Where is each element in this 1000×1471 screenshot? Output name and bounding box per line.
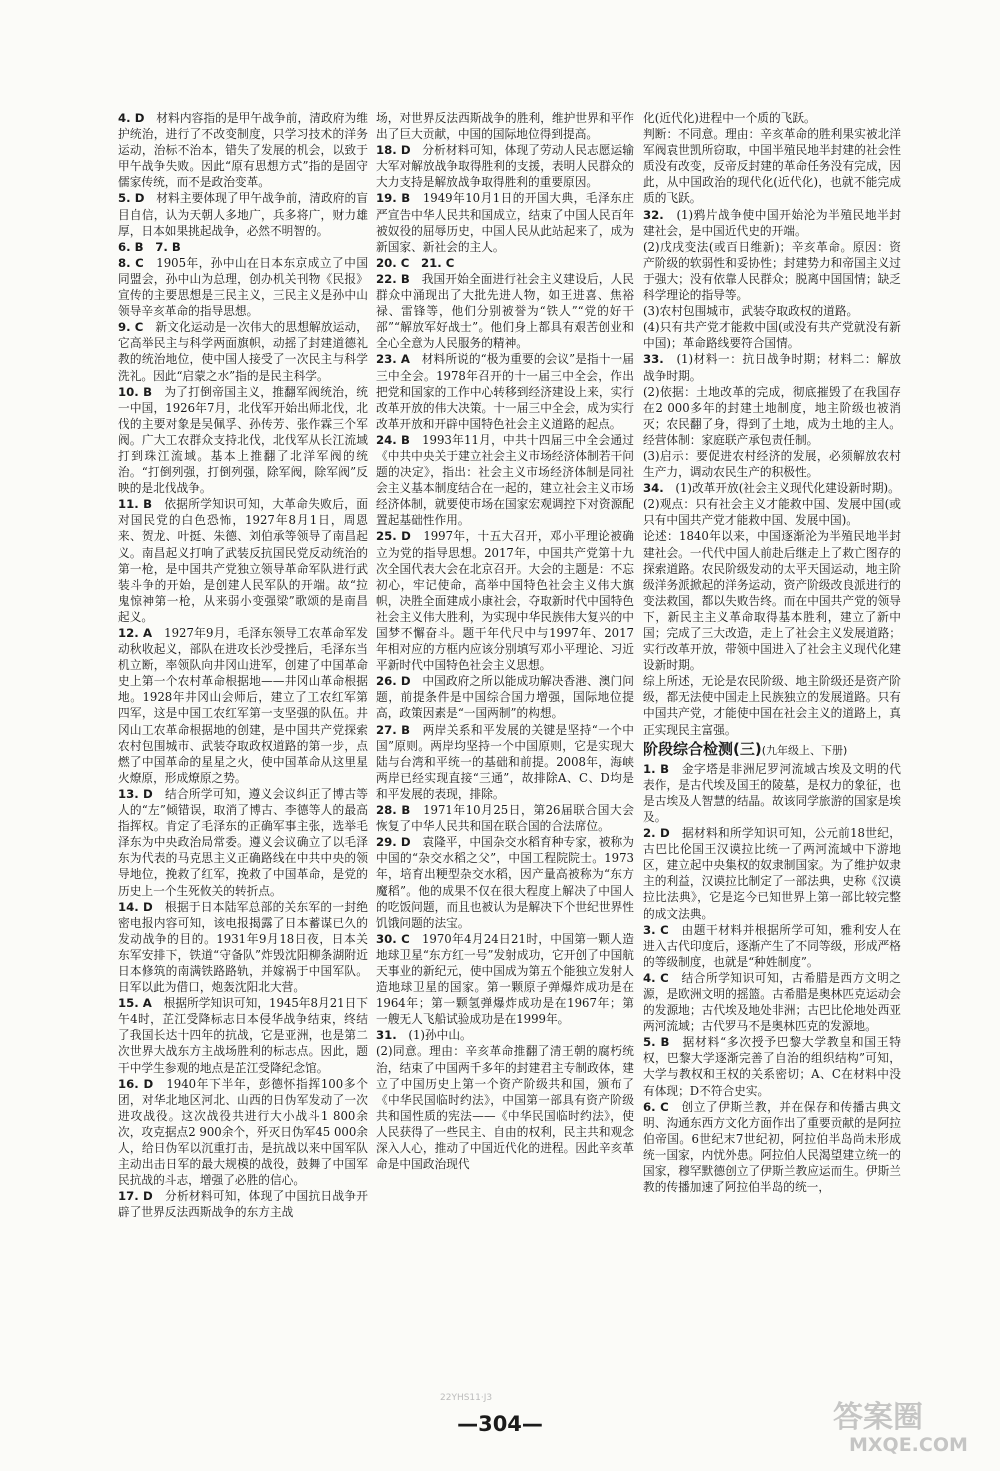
answer-item xyxy=(118,899,368,996)
answer-item xyxy=(643,239,901,303)
answer-number: 34. xyxy=(643,481,664,496)
page-number: —304— xyxy=(457,1412,543,1436)
answer-item xyxy=(376,110,634,142)
answer-number: 5. D xyxy=(118,191,145,206)
answer-explanation: 为了打倒帝国主义，推翻军阀统治，统一中国，1926年7月，北伐军开始出师北伐，北伐的主要对象是吴佩孚、孙传芳、张作霖三个军阀。广大工农群众支持北伐，北伐军从长江流域打到珠江流域。基本上推翻了北洋军阀的统治。“打倒列强，打倒列强，除军阀，除军阀”反映的是北伐战争。 xyxy=(118,384,368,496)
site-watermark-logo xyxy=(827,1387,982,1457)
answer-number: 19. B xyxy=(376,191,411,206)
answer-explanation: (2)依据：土地改革的完成，彻底摧毁了在我国存在2 000多年的封建土地制度，地主阶级也被消灭；农民翻了身，得到了土地，成为土地的主人。经营体制：家庭联产承包责任制。 xyxy=(643,384,901,447)
answer-item xyxy=(118,190,368,238)
answer-column-middle xyxy=(376,110,634,1410)
answer-item xyxy=(376,1027,634,1043)
answer-explanation: (2)同意。理由：辛亥革命推翻了清王朝的腐朽统治，结束了中国两千多年的封建君主专制政体，建立了中国历史上第一个资产阶级共和国，颁布了《中华民国临时约法》，中国第一部具有资产阶级共和国性质的宪法——《中华民国临时约法》，使人民获得了一些民主、自由的权利，民主共和观念深入人心，推动了中国近代化的进程。因此辛亥革命是中国政治现代 xyxy=(376,1044,634,1172)
answer-number: 4. C xyxy=(643,970,669,985)
answer-number: 8. C xyxy=(118,255,144,270)
answer-explanation: 判断：不同意。理由：辛亥革命的胜利果实被北洋军阀袁世凯所窃取，中国半殖民地半封建的社会性质没有改变，反帝反封建的革命任务没有完成，因此，从中国政治的现代化(近代化)，也就不能完成质的飞跃。 xyxy=(643,127,901,206)
answer-item xyxy=(643,384,901,448)
answer-explanation: 我国开始全面进行社会主义建设后，人民群众中涌现出了大批先进人物，如王进喜、焦裕禄、雷锋等，他们分别被誉为“铁人”“党的好干部”“解放军好战士”。他们身上都具有艰苦创业和全心全意为人民服务的精神。 xyxy=(376,271,634,351)
answer-column-left xyxy=(118,110,368,1410)
answer-number: 5. B xyxy=(643,1035,670,1050)
answer-item xyxy=(376,190,634,254)
answer-explanation: 化(近代化)进程中一个质的飞跃。 xyxy=(643,111,816,125)
answer-number: 3. C xyxy=(643,922,669,937)
answer-number: 23. A xyxy=(376,352,410,367)
answer-explanation: (1)材料一：抗日战争时期；材料二：解放战争时期。 xyxy=(643,352,901,383)
answer-item xyxy=(643,761,901,825)
answer-number: 13. D xyxy=(118,786,153,801)
answer-item xyxy=(118,625,368,786)
answer-item xyxy=(376,673,634,721)
answer-item xyxy=(118,496,368,625)
answer-explanation: 据材料“多次授予巴黎大学教皇和国王特权，巴黎大学逐渐完善了自治的组织结构”可知，大学与教权和王权的关系密切；A、C在材料中没有体现；D不符合史实。 xyxy=(643,1035,901,1098)
answer-item xyxy=(118,384,368,497)
answer-item xyxy=(643,126,901,206)
answer-explanation: 1949年10月1日的开国大典，毛泽东庄严宣告中华人民共和国成立，结束了中国人民百年被奴役的屈辱历史，中国人民从此站起来了，成为新国家、新社会的主人。 xyxy=(376,191,634,254)
answer-item xyxy=(118,1076,368,1189)
answer-number: 1. B xyxy=(643,761,670,776)
answer-explanation: 1927年9月，毛泽东领导工农革命军发动秋收起义，部队在进攻长沙受挫后，毛泽东当机立断，率领队向井冈山进军，创建了中国革命史上第一个农村革命根据地——井冈山革命根据地。1928年井冈山会师后，建立了工农红军第四军，这是中国工农红军第一支坚强的队伍。井冈山工农革命根据地的创建，是中国共产党探索农村包围城市、武装夺取政权道路的第一步，点燃了中国革命的星星之火，使中国革命从这里星火燎原，形成燎原之势。 xyxy=(118,626,368,785)
answer-item xyxy=(643,1099,901,1196)
answer-number: 29. D xyxy=(376,835,411,850)
answer-item xyxy=(643,480,901,496)
answer-number: 20. C 21. C xyxy=(376,255,455,270)
answer-item xyxy=(118,319,368,383)
answer-number: 33. xyxy=(643,352,664,367)
answer-number: 6. C xyxy=(643,1099,669,1114)
answer-explanation: (3)农村包围城市，武装夺取政权的道路。 xyxy=(643,304,859,319)
answer-number: 32. xyxy=(643,207,664,222)
answer-explanation: (4)只有共产党才能救中国(或没有共产党就没有新中国)；革命路线要符合国情。 xyxy=(643,320,901,351)
answer-explanation: (1)改革开放(社会主义现代化建设新时期)。 xyxy=(675,481,900,496)
answer-column-right xyxy=(643,110,901,1410)
answer-number: 25. D xyxy=(376,529,411,544)
answer-number: 9. C xyxy=(118,320,144,335)
answer-explanation: 材料所说的“极为重要的会议”是指十一届三中全会。1978年召开的十一届三中全会，作出把党和国家的工作中心转移到经济建设上来，实行改革开放的伟大决策。十一届三中全会，成为实行改革开放和开辟中国特色社会主义道路的起点。 xyxy=(376,352,634,431)
answer-explanation: (1)孙中山。 xyxy=(408,1028,472,1043)
answer-item xyxy=(118,110,368,190)
answer-explanation: 1970年4月24日21时，中国第一颗人造地球卫星“东方红一号”发射成功，它开创了中国航天事业的新纪元，使中国成为第五个能独立发射人造地球卫星的国家。第一颗原子弹爆炸成功是在1964年；第一颗氢弹爆炸成功是在1967年；第一艘无人飞船试验成功是在1999年。 xyxy=(376,931,634,1027)
answer-explanation: 金字塔是非洲尼罗河流域古埃及文明的代表作，是古代埃及国王的陵墓，是权力的象征，也是古埃及人智慧的结晶。故该同学旅游的国家是埃及。 xyxy=(643,761,901,824)
answer-number: 11. B xyxy=(118,497,152,512)
answer-explanation: 分析材料可知，体现了劳动人民志愿运输大军对解放战争取得胜利的支援，表明人民群众的大力支持是解放战争取得胜利的重要原因。 xyxy=(376,143,634,190)
answer-explanation: 据材料和所学知识可知，公元前18世纪，古巴比伦国王汉谟拉比统一了两河流域中下游地区，建立起中央集权的奴隶制国家。为了维护奴隶主的利益，汉谟拉比制定了一部法典，史称《汉谟拉比法典》，它是迄今已知世界上第一部比较完整的成文法典。 xyxy=(643,826,901,921)
answer-item xyxy=(376,528,634,673)
answer-item xyxy=(118,1188,368,1220)
answer-item xyxy=(376,432,634,529)
answer-explanation: 新文化运动是一次伟大的思想解放运动，它高举民主与科学两面旗帜，动摇了封建道德礼教的统治地位，使中国人接受了一次民主与科学洗礼。因此“启蒙之水”指的是民主科学。 xyxy=(118,320,368,383)
answer-item xyxy=(118,786,368,899)
answer-explanation: 由题干材料并根据所学可知，雅利安人在进入古代印度后，逐渐产生了不同等级，形成严格的等级制度，也就是“种姓制度”。 xyxy=(643,922,901,969)
answer-explanation: 1993年11月，中共十四届三中全会通过《中共中央关于建立社会主义市场经济体制若干问题的决定》，指出：社会主义市场经济体制是同社会主义基本制度结合在一起的，建立社会主义市场经济体制，就要使市场在国家宏观调控下对资源配置起基础性作用。 xyxy=(376,432,634,528)
print-code-stamp: 22YHS11·J3 xyxy=(440,1393,493,1403)
answer-item xyxy=(376,142,634,190)
answer-explanation: 中国政府之所以能成功解决香港、澳门问题，前提条件是中国综合国力增强，国际地位提高，政策因素是“一国两制”的构想。 xyxy=(376,674,634,721)
answer-number: 27. B xyxy=(376,722,411,737)
answer-item xyxy=(118,995,368,1075)
answer-number: 31. xyxy=(376,1028,397,1043)
answer-number: 15. A xyxy=(118,996,152,1011)
answer-number: 30. C xyxy=(376,931,410,946)
answer-item xyxy=(643,319,901,351)
answer-explanation: 1940年下半年，彭德怀指挥100多个团，对华北地区河北、山西的日伪军发动了一次进攻战役。这次战役共进行大小战斗1 800余次，攻克据点2 900余个，歼灭日伪军45 000余人，给日伪军以沉重打击，是抗战以来中国军队主动出击日军的最大规模的战役，鼓舞了中国军民抗战的斗志，增强了必胜的信心。 xyxy=(118,1076,368,1188)
answer-explanation: 创立了伊斯兰教，并在保存和传播古典文明、沟通东西方文化方面作出了重要贡献的是阿拉伯帝国。6世纪末7世纪初，阿拉伯半岛尚未形成统一国家，内忧外患。阿拉伯人民渴望建立统一的国家，穆罕默德创立了伊斯兰教应运而生。伊斯兰教的传播加速了阿拉伯半岛的统一， xyxy=(643,1099,901,1195)
answer-item xyxy=(643,970,901,1034)
answer-explanation: 材料主要体现了甲午战争前，清政府的盲目自信，认为天朝人多地广，兵多将广，财力雄厚，日本如果挑起战争，必然不明智的。 xyxy=(118,191,368,238)
answer-item xyxy=(376,351,634,431)
answer-item xyxy=(376,271,634,351)
answer-explanation: 结合所学知识可知，古希腊是西方文明之源，是欧洲文明的摇篮。古希腊是奥林匹克运动会的发源地；古代埃及地处非洲；古巴比伦地处西亚两河流域；古代罗马不是奥林匹克的发源地。 xyxy=(643,970,901,1034)
answer-explanation: 材料内容指的是甲午战争前，清政府为维护统治，进行了不改变制度，只学习技术的洋务运动，治标不治本，错失了发展的机会，以致于甲午战争失败。因此“原有思想方式”指的是固守儒家传统，而不是政治变革。 xyxy=(118,111,368,190)
answer-number: 14. D xyxy=(118,899,153,914)
answer-number: 12. A xyxy=(118,626,153,640)
answer-item xyxy=(643,110,901,126)
answer-explanation: 1905年，孙中山在日本东京成立了中国同盟会，孙中山为总理，创办机关刊物《民报》宣传的主要思想是三民主义，三民主义是孙中山领导辛亥革命的指导思想。 xyxy=(118,255,368,319)
answer-number: 2. D xyxy=(643,826,670,841)
answer-number: 22. B xyxy=(376,271,410,286)
answer-number: 28. B xyxy=(376,803,411,818)
answer-item xyxy=(376,834,634,931)
answer-item xyxy=(643,825,901,922)
answer-explanation: 1971年10月25日，第26届联合国大会恢复了中华人民共和国在联合国的合法席位。 xyxy=(376,803,634,834)
section-heading xyxy=(643,740,901,760)
answer-item xyxy=(376,802,634,834)
answer-number: 17. D xyxy=(118,1189,153,1204)
answer-explanation: 结合所学可知，遵义会议纠正了博古等人的“左”倾错误，取消了博古、李德等人的最高指挥权。肯定了毛泽东的正确军事主张，选举毛泽东为中央政治局常委。遵义会议确立了以毛泽东为代表的马克思主义正确路线在中共中央的领导地位，挽救了红军，挽救了中国革命，是党的历史上一个生死攸关的转折点。 xyxy=(118,786,368,898)
answer-item xyxy=(118,239,368,255)
answer-number: 24. B xyxy=(376,432,410,447)
answer-number: 18. D xyxy=(376,143,411,158)
answer-number: 26. D xyxy=(376,674,411,689)
answer-item xyxy=(376,1043,634,1172)
answer-number: 6. B 7. B xyxy=(118,239,181,254)
answer-item xyxy=(643,922,901,970)
answer-explanation: 1997年，十五大召开，邓小平理论被确立为党的指导思想。2017年，中国共产党第十九次全国代表大会在北京召开。大会的主题是：不忘初心，牢记使命，高举中国特色社会主义伟大旗帜，决胜全面建成小康社会，夺取新时代中国特色社会主义伟大胜利，为实现中华民族伟大复兴的中国梦不懈奋斗。题干年代尺中与1997年、2017年相对应的方框内应该分别填写邓小平理论、习近平新时代中国特色社会主义思想。 xyxy=(376,529,634,673)
answer-item xyxy=(643,673,901,737)
answer-explanation: (2)戊戌变法(或百日维新)；辛亥革命。原因：资产阶级的软弱性和妥协性；封建势力和帝国主义过于强大；没有依靠人民群众；脱离中国国情；缺乏科学理论的指导等。 xyxy=(643,239,901,303)
answer-explanation: (1)鸦片战争使中国开始沦为半殖民地半封建社会，是中国近代史的开端。 xyxy=(643,207,901,238)
answer-item xyxy=(643,1034,901,1098)
answer-explanation: 袁隆平，中国杂交水稻育种专家，被称为中国的“杂交水稻之父”，中国工程院院士。1973年，培育出粳型杂交水稻，因产量高被称为“东方魔稻”。他的成果不仅在很大程度上解决了中国人的吃饭问题，而且也被认为是解决下个世纪世界性饥饿问题的法宝。 xyxy=(376,835,634,930)
answer-number: 10. B xyxy=(118,384,152,399)
answer-explanation: 论述：1840年以来，中国逐渐沦为半殖民地半封建社会。一代代中国人前赴后继走上了救亡图存的探索道路。农民阶级发动的太平天国运动，地主阶级洋务派掀起的洋务运动，资产阶级改良派进行的变法救国，都以失败告终。而在中国共产党的领导下，新民主主义革命取得基本胜利，建立了新中国；完成了三大改造，走上了社会主义发展道路；实行改革开放，带领中国进入了社会主义现代化建设新时期。 xyxy=(643,529,901,673)
answer-explanation: 两岸关系和平发展的关键是坚持“一个中国”原则。两岸均坚持一个中国原则，它是实现大陆与台湾和平统一的基础和前提。2008年，海峡两岸已经实现直接“三通”，故排除A、C、D均是和平发展的表现，排除。 xyxy=(376,722,634,801)
section-subtitle: (九年级上、下册) xyxy=(761,743,848,757)
answer-number: 16. D xyxy=(118,1076,154,1091)
answer-item xyxy=(376,255,634,271)
answer-item xyxy=(643,303,901,319)
answer-item xyxy=(376,722,634,802)
answer-explanation: (3)启示：要促进农村经济的发展，必须解放农村生产力，调动农民生产的积极性。 xyxy=(643,448,901,480)
answer-explanation: 分析材料可知，体现了中国抗日战争开辟了世界反法西斯战争的东方主战 xyxy=(118,1189,368,1220)
answer-explanation: 综上所述，无论是农民阶级、地主阶级还是资产阶级，都无法使中国走上民族独立的发展道路。只有中国共产党，才能使中国在社会主义的道路上，真正实现民主富强。 xyxy=(643,674,901,737)
answer-item xyxy=(643,448,901,480)
answer-explanation: 根据于日本陆军总部的关东军的一封绝密电报内容可知，该电报揭露了日本蓄谋已久的发动战争的目的。1931年9月18日夜，日本关东军安排下，铁道“守备队”炸毁沈阳柳条湖附近日本修筑的南满铁路路轨，并嫁祸于中国军队。日军以此为借口，炮轰沈阳北大营。 xyxy=(118,899,368,995)
answer-explanation: (2)观点：只有社会主义才能救中国、发展中国(或只有中国共产党才能救中国、发展中国)。 xyxy=(643,497,901,528)
answer-item xyxy=(376,931,634,1028)
svg-text:答案圈: 答案圈 xyxy=(833,1400,923,1435)
answer-item xyxy=(118,255,368,319)
answer-item xyxy=(643,207,901,239)
answer-explanation: 依据所学知识可知，大革命失败后，面对国民党的白色恐怖，1927年8月1日，周恩来、贺龙、叶挺、朱德、刘伯承等领导了南昌起义。南昌起义打响了武装反抗国民党反动统治的第一枪，是中国共产党独立领导革命军队进行武装斗争的开始，是创建人民军队的开端。故“拉鬼惊神第一枪，从来弱小变强梁”歌颂的是南昌起义。 xyxy=(118,497,368,624)
section-title: 阶段综合检测(三) xyxy=(643,739,762,758)
answer-explanation: 根据所学知识可知，1945年8月21日下午4时，芷江受降标志日本侵华战争结束，终结了我国长达十四年的抗战，它是亚洲，也是第二次世界大战东方主战场胜利的标志点。因此，题干中学生参观的地点是芷江受降纪念馆。 xyxy=(118,996,368,1075)
answer-item xyxy=(643,496,901,528)
answer-number: 4. D xyxy=(118,111,145,125)
answer-item xyxy=(643,351,901,383)
answer-item xyxy=(643,528,901,673)
svg-text:MXQE.COM: MXQE.COM xyxy=(849,1434,968,1456)
answer-explanation: 场，对世界反法西斯战争的胜利，维护世界和平作出了巨大贡献，中国的国际地位得到提高。 xyxy=(376,111,634,142)
